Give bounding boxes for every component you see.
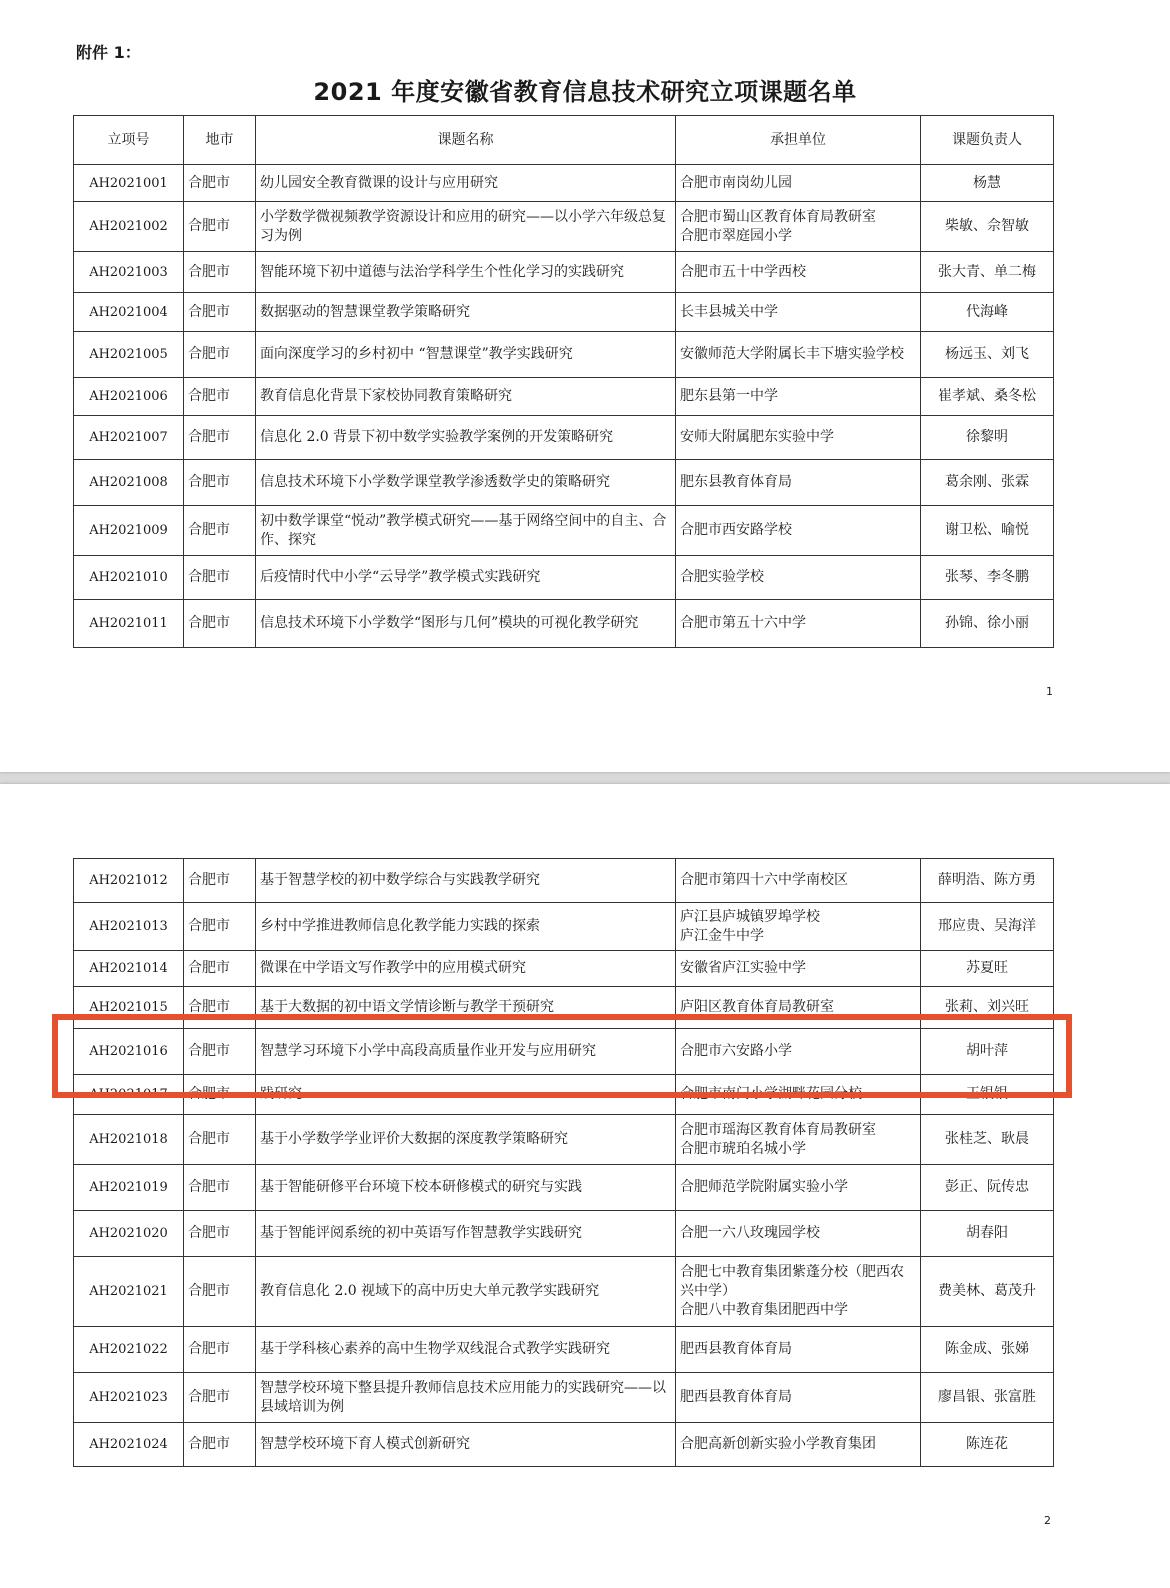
cell-project-id: AH2021020 bbox=[74, 1211, 184, 1257]
highlight-box bbox=[52, 1014, 1072, 1098]
header-leader: 课题负责人 bbox=[921, 116, 1054, 165]
cell-leader: 陈连花 bbox=[921, 1423, 1054, 1467]
header-city: 地市 bbox=[184, 116, 256, 165]
cell-city: 合肥市 bbox=[184, 165, 256, 202]
cell-project-name: 微课在中学语文写作教学中的应用模式研究 bbox=[256, 951, 676, 987]
cell-project-id: AH2021001 bbox=[74, 165, 184, 202]
cell-project-name: 智能环境下初中道德与法治学科学生个性化学习的实践研究 bbox=[256, 252, 676, 293]
cell-unit: 合肥一六八玫瑰园学校 bbox=[676, 1211, 921, 1257]
cell-city: 合肥市 bbox=[184, 1165, 256, 1211]
cell-unit: 合肥市瑶海区教育体育局教研室 合肥市琥珀名城小学 bbox=[676, 1115, 921, 1165]
cell-leader: 葛余刚、张霖 bbox=[921, 460, 1054, 506]
cell-unit: 安师大附属肥东实验中学 bbox=[676, 416, 921, 460]
cell-city: 合肥市 bbox=[184, 987, 256, 1029]
cell-unit: 合肥市第四十六中学南校区 bbox=[676, 859, 921, 903]
cell-unit: 合肥市蜀山区教育体育局教研室 合肥市翠庭园小学 bbox=[676, 202, 921, 252]
cell-project-name: 基于学科核心素养的高中生物学双线混合式教学实践研究 bbox=[256, 1327, 676, 1373]
cell-unit: 合肥七中教育集团紫蓬分校（肥西农兴中学） 合肥八中教育集团肥西中学 bbox=[676, 1257, 921, 1327]
cell-unit: 合肥市南门小学湖畔花园分校 bbox=[676, 1075, 921, 1115]
cell-leader: 谢卫松、喻悦 bbox=[921, 506, 1054, 556]
cell-leader: 王银银 bbox=[921, 1075, 1054, 1115]
cell-leader: 彭正、阮传忠 bbox=[921, 1165, 1054, 1211]
cell-leader: 张琴、李冬鹏 bbox=[921, 556, 1054, 600]
cell-project-name: 小学数学微视频教学资源设计和应用的研究——以小学六年级总复习为例 bbox=[256, 202, 676, 252]
header-project-name: 课题名称 bbox=[256, 116, 676, 165]
table-header-row bbox=[74, 116, 1054, 165]
cell-leader: 苏夏旺 bbox=[921, 951, 1054, 987]
cell-project-id: AH2021021 bbox=[74, 1257, 184, 1327]
cell-leader: 崔孝斌、桑冬松 bbox=[921, 378, 1054, 416]
cell-project-name: 初中数学课堂“悦动”教学模式研究——基于网络空间中的自主、合作、探究 bbox=[256, 506, 676, 556]
cell-city: 合肥市 bbox=[184, 859, 256, 903]
cell-project-id: AH2021008 bbox=[74, 460, 184, 506]
table-row bbox=[74, 556, 1054, 600]
cell-unit: 合肥高新创新实验小学教育集团 bbox=[676, 1423, 921, 1467]
table-row bbox=[74, 1115, 1054, 1165]
cell-project-name: 教育信息化 2.0 视域下的高中历史大单元教学实践研究 bbox=[256, 1257, 676, 1327]
cell-project-id: AH2021007 bbox=[74, 416, 184, 460]
cell-project-id: AH2021003 bbox=[74, 252, 184, 293]
cell-project-id: AH2021014 bbox=[74, 951, 184, 987]
cell-unit: 合肥市西安路学校 bbox=[676, 506, 921, 556]
table-row bbox=[74, 1165, 1054, 1211]
cell-project-id: AH2021011 bbox=[74, 600, 184, 648]
cell-city: 合肥市 bbox=[184, 1029, 256, 1075]
cell-city: 合肥市 bbox=[184, 556, 256, 600]
cell-unit: 合肥市南岗幼儿园 bbox=[676, 165, 921, 202]
page-number: 1 bbox=[1046, 685, 1053, 698]
cell-project-id: AH2021015 bbox=[74, 987, 184, 1029]
table-row bbox=[74, 859, 1054, 903]
cell-unit: 长丰县城关中学 bbox=[676, 293, 921, 332]
cell-unit: 肥西县教育体育局 bbox=[676, 1373, 921, 1423]
cell-unit: 安徽师范大学附属长丰下塘实验学校 bbox=[676, 332, 921, 378]
cell-project-name: 基于大数据的初中语文学情诊断与教学干预研究 bbox=[256, 987, 676, 1029]
cell-leader: 代海峰 bbox=[921, 293, 1054, 332]
table-row bbox=[74, 293, 1054, 332]
cell-leader: 孙锦、徐小丽 bbox=[921, 600, 1054, 648]
cell-project-name: 信息技术环境下小学数学课堂教学渗透数学史的策略研究 bbox=[256, 460, 676, 506]
cell-project-name: 面向深度学习的乡村初中 “智慧课堂”教学实践研究 bbox=[256, 332, 676, 378]
cell-city: 合肥市 bbox=[184, 293, 256, 332]
cell-city: 合肥市 bbox=[184, 951, 256, 987]
cell-unit: 肥东县教育体育局 bbox=[676, 460, 921, 506]
cell-leader: 徐黎明 bbox=[921, 416, 1054, 460]
header-project-id: 立项号 bbox=[74, 116, 184, 165]
cell-unit: 合肥市第五十六中学 bbox=[676, 600, 921, 648]
cell-project-id: AH2021002 bbox=[74, 202, 184, 252]
cell-project-id: AH2021023 bbox=[74, 1373, 184, 1423]
cell-project-name: 信息技术环境下小学数学“图形与几何”模块的可视化教学研究 bbox=[256, 600, 676, 648]
document-title: 2021 年度安徽省教育信息技术研究立项课题名单 bbox=[313, 78, 857, 106]
cell-leader: 薛明浩、陈方勇 bbox=[921, 859, 1054, 903]
cell-leader: 陈金成、张娣 bbox=[921, 1327, 1054, 1373]
table-row bbox=[74, 600, 1054, 648]
project-table-page-1 bbox=[73, 115, 1054, 648]
cell-project-name: 践研究 bbox=[256, 1075, 676, 1115]
cell-project-id: AH2021006 bbox=[74, 378, 184, 416]
cell-leader: 费美林、葛茂升 bbox=[921, 1257, 1054, 1327]
cell-leader: 张大青、单二梅 bbox=[921, 252, 1054, 293]
cell-project-id: AH2021018 bbox=[74, 1115, 184, 1165]
cell-project-id: AH2021022 bbox=[74, 1327, 184, 1373]
cell-leader: 张莉、刘兴旺 bbox=[921, 987, 1054, 1029]
cell-city: 合肥市 bbox=[184, 202, 256, 252]
cell-city: 合肥市 bbox=[184, 1373, 256, 1423]
cell-project-name: 数据驱动的智慧课堂教学策略研究 bbox=[256, 293, 676, 332]
attachment-label: 附件 1： bbox=[76, 43, 141, 62]
cell-project-name: 智慧学习环境下小学中高段高质量作业开发与应用研究 bbox=[256, 1029, 676, 1075]
cell-leader: 杨远玉、刘飞 bbox=[921, 332, 1054, 378]
table-row bbox=[74, 165, 1054, 202]
document-page-1 bbox=[0, 0, 1170, 772]
table-row bbox=[74, 416, 1054, 460]
cell-leader: 张桂芝、耿晨 bbox=[921, 1115, 1054, 1165]
cell-unit: 合肥师范学院附属实验小学 bbox=[676, 1165, 921, 1211]
cell-city: 合肥市 bbox=[184, 1423, 256, 1467]
cell-project-id: AH2021012 bbox=[74, 859, 184, 903]
cell-project-name: 后疫情时代中小学“云导学”教学模式实践研究 bbox=[256, 556, 676, 600]
cell-city: 合肥市 bbox=[184, 1115, 256, 1165]
cell-project-id: AH2021019 bbox=[74, 1165, 184, 1211]
table-row bbox=[74, 460, 1054, 506]
cell-leader: 廖昌银、张富胜 bbox=[921, 1373, 1054, 1423]
cell-leader: 杨慧 bbox=[921, 165, 1054, 202]
cell-city: 合肥市 bbox=[184, 506, 256, 556]
table-row bbox=[74, 506, 1054, 556]
cell-leader: 胡叶萍 bbox=[921, 1029, 1054, 1075]
cell-project-id: AH2021024 bbox=[74, 1423, 184, 1467]
cell-unit: 庐阳区教育体育局教研室 bbox=[676, 987, 921, 1029]
cell-project-id: AH2021017 bbox=[74, 1075, 184, 1115]
cell-project-name: 基于小学数学学业评价大数据的深度教学策略研究 bbox=[256, 1115, 676, 1165]
header-unit: 承担单位 bbox=[676, 116, 921, 165]
cell-unit: 肥西县教育体育局 bbox=[676, 1327, 921, 1373]
cell-unit: 合肥市五十中学西校 bbox=[676, 252, 921, 293]
cell-city: 合肥市 bbox=[184, 332, 256, 378]
cell-leader: 邢应贵、吴海洋 bbox=[921, 903, 1054, 951]
cell-city: 合肥市 bbox=[184, 600, 256, 648]
project-table-page-2 bbox=[73, 858, 1054, 1467]
cell-leader: 柴敏、佘智敏 bbox=[921, 202, 1054, 252]
cell-city: 合肥市 bbox=[184, 1257, 256, 1327]
table-row bbox=[74, 951, 1054, 987]
cell-city: 合肥市 bbox=[184, 1075, 256, 1115]
cell-unit: 肥东县第一中学 bbox=[676, 378, 921, 416]
cell-city: 合肥市 bbox=[184, 378, 256, 416]
table-row bbox=[74, 903, 1054, 951]
table-row bbox=[74, 202, 1054, 252]
table-row bbox=[74, 1373, 1054, 1423]
cell-project-id: AH2021004 bbox=[74, 293, 184, 332]
cell-city: 合肥市 bbox=[184, 1211, 256, 1257]
cell-project-name: 幼儿园安全教育微课的设计与应用研究 bbox=[256, 165, 676, 202]
cell-project-id: AH2021010 bbox=[74, 556, 184, 600]
cell-unit: 合肥实验学校 bbox=[676, 556, 921, 600]
cell-city: 合肥市 bbox=[184, 460, 256, 506]
cell-city: 合肥市 bbox=[184, 416, 256, 460]
cell-project-id: AH2021005 bbox=[74, 332, 184, 378]
cell-project-name: 乡村中学推进教师信息化教学能力实践的探索 bbox=[256, 903, 676, 951]
cell-project-name: 智慧学校环境下育人模式创新研究 bbox=[256, 1423, 676, 1467]
cell-city: 合肥市 bbox=[184, 252, 256, 293]
cell-project-id: AH2021016 bbox=[74, 1029, 184, 1075]
table-row bbox=[74, 1211, 1054, 1257]
cell-unit: 庐江县庐城镇罗埠学校 庐江金牛中学 bbox=[676, 903, 921, 951]
table-row bbox=[74, 378, 1054, 416]
table-row bbox=[74, 1423, 1054, 1467]
cell-leader: 胡春阳 bbox=[921, 1211, 1054, 1257]
table-row bbox=[74, 252, 1054, 293]
cell-unit: 合肥市六安路小学 bbox=[676, 1029, 921, 1075]
cell-project-name: 信息化 2.0 背景下初中数学实验教学案例的开发策略研究 bbox=[256, 416, 676, 460]
cell-project-id: AH2021013 bbox=[74, 903, 184, 951]
cell-project-name: 教育信息化背景下家校协同教育策略研究 bbox=[256, 378, 676, 416]
table-row bbox=[74, 1257, 1054, 1327]
cell-project-id: AH2021009 bbox=[74, 506, 184, 556]
cell-project-name: 基于智能研修平台环境下校本研修模式的研究与实践 bbox=[256, 1165, 676, 1211]
cell-project-name: 智慧学校环境下整县提升教师信息技术应用能力的实践研究——以县域培训为例 bbox=[256, 1373, 676, 1423]
page-number: 2 bbox=[1044, 1514, 1051, 1527]
table-row bbox=[74, 1327, 1054, 1373]
cell-project-name: 基于智慧学校的初中数学综合与实践教学研究 bbox=[256, 859, 676, 903]
table-row bbox=[74, 332, 1054, 378]
cell-city: 合肥市 bbox=[184, 903, 256, 951]
cell-unit: 安徽省庐江实验中学 bbox=[676, 951, 921, 987]
cell-project-name: 基于智能评阅系统的初中英语写作智慧教学实践研究 bbox=[256, 1211, 676, 1257]
cell-city: 合肥市 bbox=[184, 1327, 256, 1373]
